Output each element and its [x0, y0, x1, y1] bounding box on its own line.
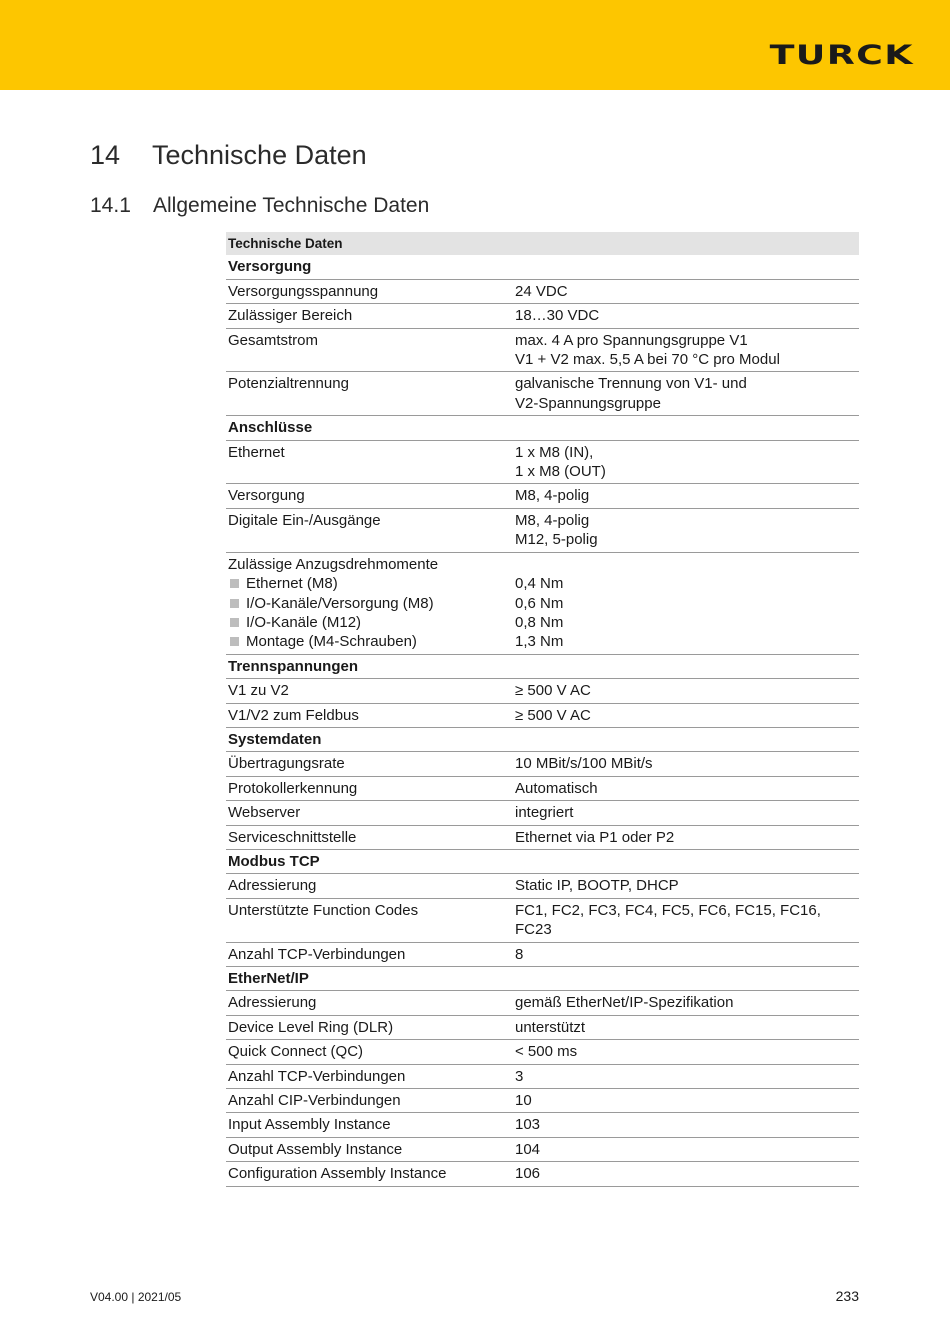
bullet-item: [228, 632, 511, 651]
row-label: Anzahl TCP-Verbindungen: [226, 942, 513, 966]
value-line: 1 x M8 (OUT): [515, 463, 606, 481]
value-spacer: [515, 555, 857, 574]
table-row: [226, 484, 859, 508]
row-value: ≥ 500 V AC: [513, 703, 859, 727]
row-label: Adressierung: [226, 874, 513, 898]
row-label: Serviceschnittstelle: [226, 825, 513, 849]
table-row: [226, 942, 859, 966]
row-label: Versorgung: [226, 484, 513, 508]
value-line: max. 4 A pro Spannungsgruppe V1: [515, 331, 748, 349]
section-label: Systemdaten: [226, 727, 513, 751]
value-line: galvanische Trennung von V1- und: [515, 375, 747, 393]
header-bar: [0, 0, 950, 90]
value-line: 1 x M8 (IN),: [515, 443, 594, 461]
section-row: [226, 416, 859, 440]
section-row: [226, 967, 859, 991]
table-row: [226, 508, 859, 552]
bullet-item: [228, 594, 511, 613]
section-title: Allgemeine Technische Daten: [153, 194, 430, 217]
bullet-label: Ethernet (M8): [246, 575, 338, 593]
bullet-list: [226, 552, 513, 654]
table-row: [226, 1040, 859, 1064]
row-value: 10 MBit/s/100 MBit/s: [513, 752, 859, 776]
page-number: 233: [835, 1288, 859, 1304]
table-row: [226, 1113, 859, 1137]
bullet-value: 0,6 Nm: [515, 594, 564, 612]
table-row: [226, 825, 859, 849]
table-row: [226, 991, 859, 1015]
chapter-heading: [90, 140, 367, 171]
row-value: 106: [513, 1162, 859, 1186]
row-label: Output Assembly Instance: [226, 1137, 513, 1161]
torque-row: [226, 552, 859, 654]
section-label: Versorgung: [226, 255, 513, 279]
row-value: [513, 508, 859, 552]
bullet-item: [228, 613, 511, 632]
table-row: [226, 776, 859, 800]
row-value: Static IP, BOOTP, DHCP: [513, 874, 859, 898]
row-label: Configuration Assembly Instance: [226, 1162, 513, 1186]
table-header: Technische Daten: [226, 232, 859, 255]
section-label: Anschlüsse: [226, 416, 513, 440]
table-row: [226, 304, 859, 328]
table-row: [226, 1137, 859, 1161]
row-value: gemäß EtherNet/IP-Spezifikation: [513, 991, 859, 1015]
section-label: Trennspannungen: [226, 654, 513, 678]
row-label: Versorgungsspannung: [226, 279, 513, 303]
row-value: FC1, FC2, FC3, FC4, FC5, FC6, FC15, FC16, FC23: [513, 898, 859, 942]
value-line: V2-Spannungsgruppe: [515, 394, 661, 412]
row-label: Webserver: [226, 801, 513, 825]
row-label: Anzahl TCP-Verbindungen: [226, 1064, 513, 1088]
row-label: Potenzialtrennung: [226, 372, 513, 416]
bullet-square-icon: [230, 618, 239, 627]
turck-logo: TURCK: [769, 40, 914, 71]
row-value: < 500 ms: [513, 1040, 859, 1064]
table-header-row: [226, 232, 859, 255]
bullet-label: Montage (M4-Schrauben): [246, 633, 417, 651]
bullet-square-icon: [230, 579, 239, 588]
row-label: Input Assembly Instance: [226, 1113, 513, 1137]
chapter-number: 14: [90, 140, 121, 170]
section-empty-cell: [513, 849, 859, 873]
table-row: [226, 1089, 859, 1113]
table-row: [226, 874, 859, 898]
table-row: [226, 752, 859, 776]
section-empty-cell: [513, 255, 859, 279]
section-empty-cell: [513, 416, 859, 440]
row-label: Zulässige Anzugsdrehmomente: [228, 555, 439, 573]
section-row: [226, 849, 859, 873]
table-row: [226, 898, 859, 942]
bullet-item: [228, 574, 511, 593]
row-value: [513, 440, 859, 484]
table-row: [226, 703, 859, 727]
row-value: unterstützt: [513, 1015, 859, 1039]
section-label: EtherNet/IP: [226, 967, 513, 991]
row-value: ≥ 500 V AC: [513, 679, 859, 703]
row-value: 18…30 VDC: [513, 304, 859, 328]
section-empty-cell: [513, 967, 859, 991]
row-value: Automatisch: [513, 776, 859, 800]
row-label: Unterstützte Function Codes: [226, 898, 513, 942]
value-line: M8, 4-polig: [515, 511, 590, 529]
row-label: Ethernet: [226, 440, 513, 484]
row-label: Device Level Ring (DLR): [226, 1015, 513, 1039]
value-line: V1 + V2 max. 5,5 A bei 70 °C pro Modul: [515, 351, 780, 369]
bullet-value: 0,4 Nm: [515, 575, 564, 593]
row-value: integriert: [513, 801, 859, 825]
row-label: Protokollerkennung: [226, 776, 513, 800]
table-row: [226, 1162, 859, 1186]
row-value: 3: [513, 1064, 859, 1088]
bullet-values: [513, 552, 859, 654]
row-value: 10: [513, 1089, 859, 1113]
row-label: V1/V2 zum Feldbus: [226, 703, 513, 727]
section-label: Modbus TCP: [226, 849, 513, 873]
bullet-label: I/O-Kanäle (M12): [246, 613, 362, 631]
table-row: [226, 679, 859, 703]
section-row: [226, 727, 859, 751]
row-label: V1 zu V2: [226, 679, 513, 703]
bullet-square-icon: [230, 637, 239, 646]
chapter-title: Technische Daten: [152, 140, 367, 170]
row-value: M8, 4-polig: [513, 484, 859, 508]
table-row: [226, 1015, 859, 1039]
section-empty-cell: [513, 654, 859, 678]
table-row: [226, 279, 859, 303]
row-value: Ethernet via P1 oder P2: [513, 825, 859, 849]
table-row: [226, 440, 859, 484]
section-row: [226, 654, 859, 678]
row-value: 104: [513, 1137, 859, 1161]
row-label: Anzahl CIP-Verbindungen: [226, 1089, 513, 1113]
table-row: [226, 372, 859, 416]
section-empty-cell: [513, 727, 859, 751]
technical-data-table: [226, 232, 859, 1187]
row-value: [513, 328, 859, 372]
footer-version: V04.00 | 2021/05: [90, 1290, 182, 1304]
table-row: [226, 1064, 859, 1088]
row-value: 103: [513, 1113, 859, 1137]
bullet-label: I/O-Kanäle/Versorgung (M8): [246, 594, 434, 612]
section-number: 14.1: [90, 194, 131, 217]
row-value: 8: [513, 942, 859, 966]
section-row: [226, 255, 859, 279]
row-label: Digitale Ein-/Ausgänge: [226, 508, 513, 552]
row-value: [513, 372, 859, 416]
row-label: Adressierung: [226, 991, 513, 1015]
bullet-value: 0,8 Nm: [515, 613, 564, 631]
section-heading: [90, 194, 429, 218]
table-row: [226, 801, 859, 825]
row-label: Zulässiger Bereich: [226, 304, 513, 328]
table-row: [226, 328, 859, 372]
row-label: Gesamtstrom: [226, 328, 513, 372]
bullet-square-icon: [230, 599, 239, 608]
row-label: Quick Connect (QC): [226, 1040, 513, 1064]
row-value: 24 VDC: [513, 279, 859, 303]
value-line: M12, 5-polig: [515, 531, 598, 549]
row-label: Übertragungsrate: [226, 752, 513, 776]
bullet-value: 1,3 Nm: [515, 633, 564, 651]
